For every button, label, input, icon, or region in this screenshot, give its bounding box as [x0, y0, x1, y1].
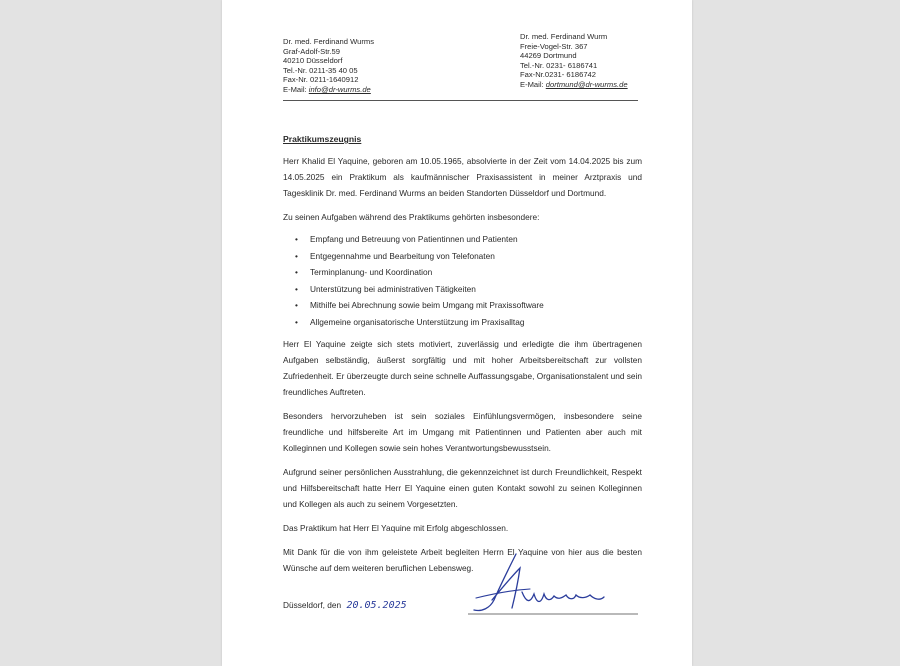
- social-skills-paragraph: Besonders hervorzuheben ist sein soziales Einfühlungsvermögen, insbesondere seine freundliche und hilfsbereite Art im Umgang mit Patientinnen und Patienten aber auch mit Kolleginnen und Kollegen sowie sein hohes Verantwortungsbewusstsein.: [283, 411, 642, 453]
- list-item: • Entgegennahme und Bearbeitung von Telefonaten: [310, 248, 642, 265]
- handwritten-date: 20.05.2025: [346, 600, 407, 611]
- sender-name: Dr. med. Ferdinand Wurm: [520, 32, 608, 41]
- sender-name: Dr. med. Ferdinand Wurms: [283, 37, 375, 46]
- intro-paragraph: Herr Khalid El Yaquine, geboren am 10.05.1965, absolvierte in der Zeit vom 14.04.2025 bis zum 14.05.2025 ein Praktikum als kaufmännischer Praxisassistent in meiner Arztpraxis und Tagesklinik Dr. med. Ferdinand Wurms an beiden Standorten Düsseldorf und Dortmund.: [283, 156, 642, 198]
- list-item: • Allgemeine organisatorische Unterstützung im Praxisalltag: [310, 314, 642, 331]
- letter-page: [222, 0, 692, 666]
- tasks-intro: Zu seinen Aufgaben während des Praktikums gehörten insbesondere:: [283, 212, 540, 222]
- sender-street: Freie-Vogel-Str. 367: [520, 41, 588, 51]
- task-list: [283, 231, 642, 330]
- sender-address-dortmund: [520, 32, 628, 90]
- list-item: • Terminplanung- und Koordination: [310, 264, 642, 281]
- sender-email-line: [283, 85, 374, 95]
- sender-street: Graf-Adolf-Str.59: [283, 46, 340, 56]
- signature: [468, 548, 648, 618]
- sender-city: 44269 Dortmund: [520, 51, 577, 61]
- sender-address-duesseldorf: [283, 37, 374, 95]
- email-label: E-Mail:: [520, 79, 544, 89]
- document-title: Praktikumszeugnis: [283, 134, 362, 144]
- email-link[interactable]: dortmund@dr-wurms.de: [545, 79, 628, 89]
- result-paragraph: Das Praktikum hat Herr El Yaquine mit Erfolg abgeschlossen.: [283, 523, 509, 533]
- sender-city: 40210 Düsseldorf: [283, 56, 343, 66]
- list-item: • Unterstützung bei administrativen Tätigkeiten: [310, 281, 642, 298]
- place-label: Düsseldorf, den: [283, 600, 342, 610]
- conduct-paragraph: Aufgrund seiner persönlichen Ausstrahlung, die gekennzeichnet ist durch Freundlichkeit, Respekt und Hilfsbereitschaft hatte Herr El Yaquine einen guten Kontakt sowohl zu seinen Kolleginnen und Kollegen als auch zu seinem Vorgesetzten.: [283, 467, 642, 509]
- letter-body: [283, 131, 642, 576]
- sender-email-line: [520, 80, 628, 90]
- email-label: E-Mail:: [283, 84, 307, 94]
- farewell-paragraph: Mit Dank für die von ihm geleistete Arbeit begleiten Herrn El Yaquine von hier aus die besten Wünsche auf dem weiteren beruflichen Lebensweg.: [283, 547, 642, 573]
- sender-phone: Tel.-Nr. 0231- 6186741: [520, 60, 598, 70]
- sender-fax: Fax-Nr. 0211-1640912: [283, 75, 359, 85]
- list-item: • Mithilfe bei Abrechnung sowie beim Umgang mit Praxissoftware: [310, 297, 642, 314]
- list-item: • Empfang und Betreuung von Patientinnen und Patienten: [310, 231, 642, 248]
- assessment-paragraph: Herr El Yaquine zeigte sich stets motiviert, zuverlässig und erledigte die ihm übertragenen Aufgaben selbständig, äußerst sorgfältig und mit hoher Arbeitsbereitschaft zur vollsten Zufriedenheit. Er überzeugte durch seine schnelle Auffassungsgabe, Organisationstalent und sein freundliches Auftreten.: [283, 339, 642, 397]
- header-divider: [283, 100, 638, 101]
- sender-phone: Tel.-Nr. 0211-35 40 05: [283, 65, 358, 75]
- place-date-line: [283, 600, 407, 611]
- email-link[interactable]: info@dr-wurms.de: [308, 84, 371, 94]
- sender-fax: Fax-Nr.0231- 6186742: [520, 70, 596, 80]
